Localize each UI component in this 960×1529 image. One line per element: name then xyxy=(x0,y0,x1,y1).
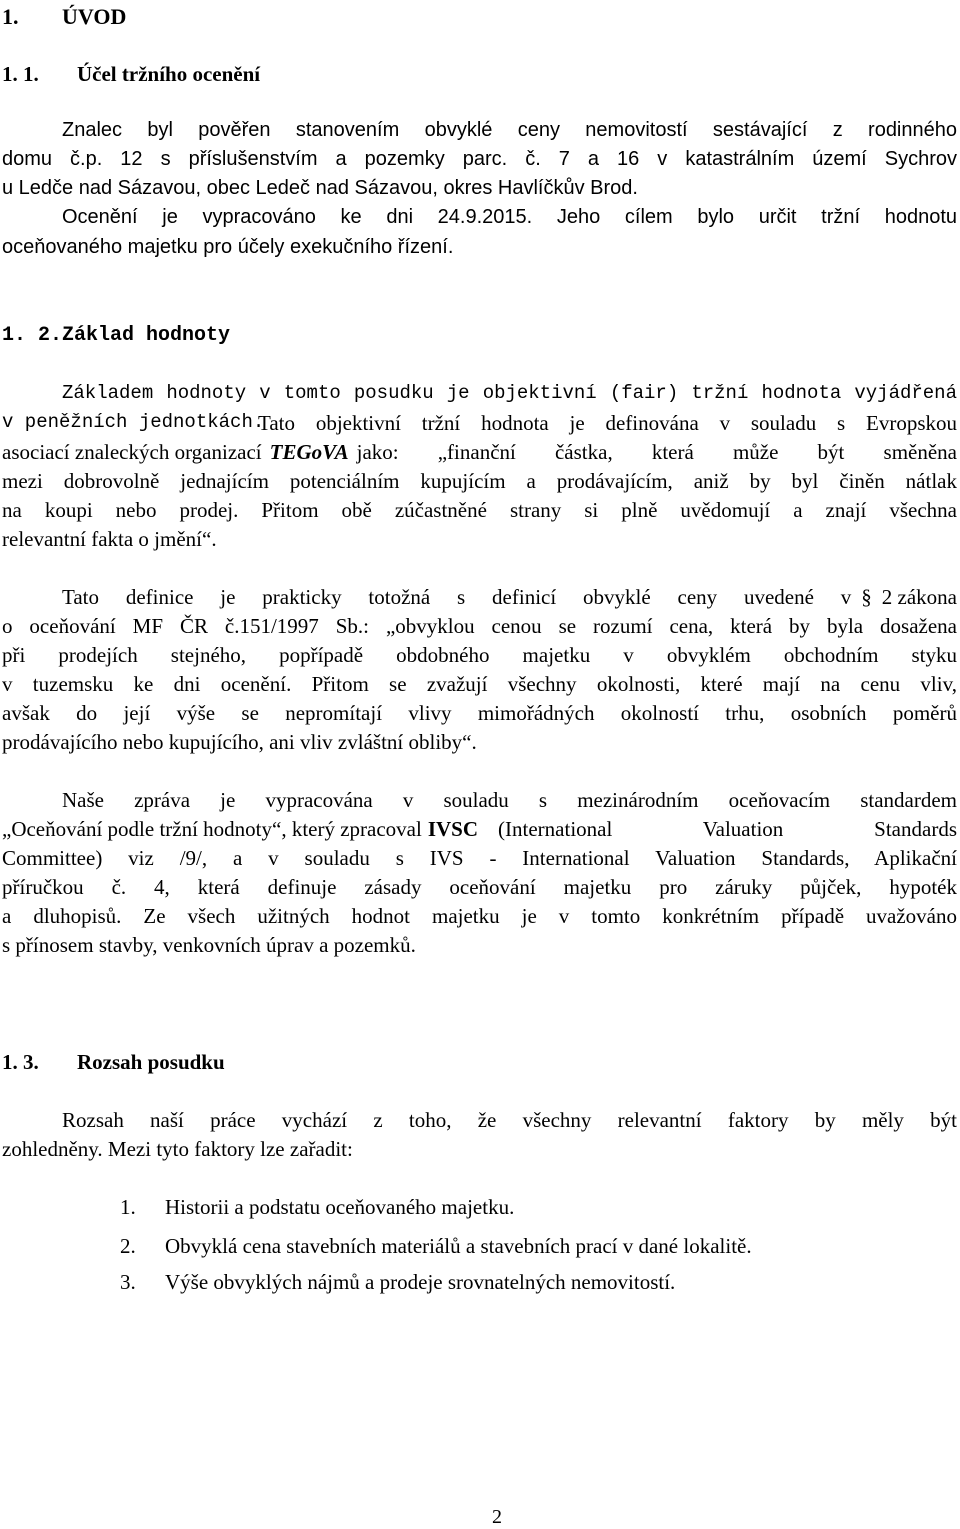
text-fragment: asociací znaleckých organizací xyxy=(2,440,262,464)
section-number: 1. xyxy=(2,4,19,29)
text-line: oceňovaného majetku pro účely exekučního řízení. xyxy=(2,236,454,258)
list-item-text: Výše obvyklých nájmů a prodeje srovnatelných nemovitostí. xyxy=(165,1270,676,1294)
text-line: Naše zpráva je vypracována v souladu s mezinárodním oceňovacím standardem xyxy=(62,788,957,812)
text-line: na koupi nebo prodej. Přitom obě zúčastněné strany si plně uvědomují a znají všechna xyxy=(2,498,957,522)
text-line xyxy=(62,585,957,610)
text-line: prodávajícího nebo kupujícího, ani vliv zvláštní obliby“. xyxy=(2,730,477,754)
text-line: Rozsah naší práce vychází z toho, že všechny relevantní faktory by měly být xyxy=(62,1108,957,1132)
subsection-number: 1. 2. xyxy=(2,324,63,347)
list-item-number: 1. xyxy=(120,1195,136,1219)
page-number: 2 xyxy=(492,1506,502,1528)
text-line: s přínosem stavby, venkovních úprav a pozemků. xyxy=(2,933,416,957)
text-line: zohledněny. Mezi tyto faktory lze zařadit: xyxy=(2,1137,353,1161)
list-item-text: Historii a podstatu oceňovaného majetku. xyxy=(165,1195,515,1219)
text-line xyxy=(2,817,957,842)
text-line: Základem hodnoty v tomto posudku je objektivní (fair) tržní hodnota vyjádřená xyxy=(62,382,957,404)
text-line: v peněžních jednotkách. xyxy=(2,411,265,433)
subsection-title: Účel tržního ocenění xyxy=(77,62,261,86)
subsection-title: Základ hodnoty xyxy=(62,324,231,347)
text-line: u Ledče nad Sázavou, obec Ledeč nad Sázavou, okres Havlíčkův Brod. xyxy=(2,177,638,199)
list-item-number: 2. xyxy=(120,1234,136,1258)
section-title: ÚVOD xyxy=(62,4,127,29)
text-line: o oceňování MF ČR č.151/1997 Sb.: „obvyklou cenou se rozumí cena, která by byla dosažena xyxy=(2,614,957,638)
section-sign-icon: § xyxy=(861,585,872,609)
ivsc-term: IVSC xyxy=(427,817,479,841)
text-line: Tato objektivní tržní hodnota je definována v souladu s Evropskou xyxy=(258,411,957,435)
text-line: Znalec byl pověřen stanovením obvyklé ceny nemovitostí sestávající z rodinného xyxy=(62,119,957,141)
text-fragment: (International Valuation Standards xyxy=(498,817,957,841)
text-line: mezi dobrovolně jednajícím potenciálním kupujícím a prodávajícím, aniž by byl činěn nátlak xyxy=(2,469,957,493)
text-line: domu č.p. 12 s příslušenstvím a pozemky parc. č. 7 a 16 v katastrálním území Sychrov xyxy=(2,148,957,170)
subsection-number: 1. 3. xyxy=(2,1050,39,1074)
text-fragment: „Oceňování podle tržní hodnoty“, který zpracoval xyxy=(2,817,422,841)
text-line: při prodejích stejného, popřípadě obdobného majetku v obvyklém obchodním styku xyxy=(2,643,957,667)
text-fragment: 2 zákona xyxy=(881,585,957,609)
text-line: avšak do její výše se nepromítají vlivy mimořádných okolností trhu, osobních poměrů xyxy=(2,701,957,725)
subsection-title: Rozsah posudku xyxy=(77,1050,225,1074)
text-line: Ocenění je vypracováno ke dni 24.9.2015. Jeho cílem bylo určit tržní hodnotu xyxy=(62,206,957,228)
text-line: v tuzemsku ke dni ocenění. Přitom se zvažují všechny okolnosti, které mají na cenu vliv, xyxy=(2,672,957,696)
list-item-text: Obvyklá cena stavebních materiálů a stavebních prací v dané lokalitě. xyxy=(165,1234,752,1258)
list-item-number: 3. xyxy=(120,1270,136,1294)
text-line: a dluhopisů. Ze všech užitných hodnot majetku je v tomto konkrétním případě uvažováno xyxy=(2,904,957,928)
text-line: relevantní fakta o jmění“. xyxy=(2,527,217,551)
text-line: příručkou č. 4, která definuje zásady oceňování majetku pro záruky půjček, hypoték xyxy=(2,875,957,899)
subsection-number: 1. 1. xyxy=(2,62,39,86)
tegova-term: TEGoVA xyxy=(269,440,349,464)
text-fragment: jako: „finanční částka, která může být směněna xyxy=(356,440,957,464)
text-fragment: Tato definice je prakticky totožná s definicí obvyklé ceny uvedené v xyxy=(62,585,852,609)
text-line: Committee) viz /9/, a v souladu s IVS - International Valuation Standards, Aplikační xyxy=(2,846,957,870)
text-line xyxy=(2,440,957,465)
